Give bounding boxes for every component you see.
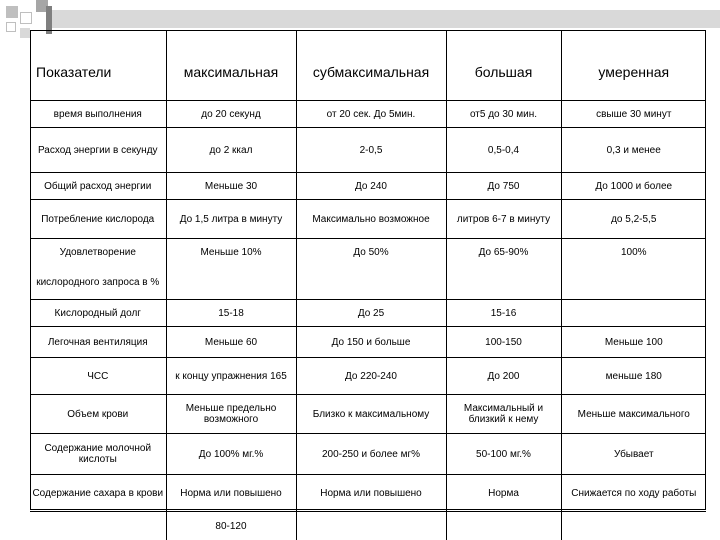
table-row [30, 434, 706, 475]
table-cell: от 20 сек. До 5мин. [296, 101, 446, 128]
table-row [30, 395, 706, 434]
table-cell [296, 265, 446, 300]
header-cell: умеренная [598, 63, 670, 80]
table-cell: До 25 [296, 300, 446, 327]
table-cell: Норма или повышено [296, 475, 446, 512]
table-row [30, 265, 706, 300]
table-cell: Максимально возможное [296, 200, 446, 239]
table-cell: Максимальный и близкий к нему [446, 395, 561, 434]
table-cell: 2-0,5 [296, 128, 446, 173]
table-cell: от5 до 30 мин. [446, 101, 561, 128]
table-row [30, 200, 706, 239]
table-cell: До 750 [446, 173, 561, 200]
table-cell: до 5,2-5,5 [561, 200, 706, 239]
table-cell: 100-150 [446, 327, 561, 358]
deco-square [20, 28, 30, 38]
table-row [30, 101, 706, 128]
table-cell: Общий расход энергии [30, 173, 166, 200]
table-cell: 0,5-0,4 [446, 128, 561, 173]
table-cell: Меньше максимального [561, 395, 706, 434]
table-cell: До 100% мг.% [166, 434, 296, 475]
table-cell: Меньше 30 [166, 173, 296, 200]
table-row [30, 173, 706, 200]
table-cell: Кислородный долг [30, 300, 166, 327]
table-cell: До 1000 и более [561, 173, 706, 200]
table-cell: Снижается по ходу работы [561, 475, 706, 512]
table-cell: Расход энергии в секунду [30, 128, 166, 173]
table-cell: до 2 ккал [166, 128, 296, 173]
table-cell: До 240 [296, 173, 446, 200]
data-table [30, 30, 706, 540]
table-body [30, 30, 706, 540]
table-cell: Меньше предельно возможного [166, 395, 296, 434]
table-cell: Меньше 100 [561, 327, 706, 358]
table-cell: время выполнения [30, 101, 166, 128]
table-cell: 100% [561, 239, 706, 266]
table-row [30, 239, 706, 266]
deco-square [6, 22, 16, 32]
table-cell: Меньше 60 [166, 327, 296, 358]
header-cell: Показатели [30, 30, 166, 101]
table-cell: Легочная вентиляция [30, 327, 166, 358]
table-cell [561, 512, 706, 540]
table-cell: 200-250 и более мг% [296, 434, 446, 475]
table-cell: литров 6-7 в минуту [446, 200, 561, 239]
table-cell: ЧСС [30, 358, 166, 395]
deco-square [20, 12, 32, 24]
table-cell: До 150 и больше [296, 327, 446, 358]
table-cell: 0,3 и менее [561, 128, 706, 173]
table-row [30, 358, 706, 395]
table-row [30, 512, 706, 540]
table-row [30, 128, 706, 173]
table-cell: Убывает [561, 434, 706, 475]
deco-bar [46, 10, 720, 28]
table-cell [166, 265, 296, 300]
table-cell [446, 512, 561, 540]
table-cell: Норма или повышено [166, 475, 296, 512]
table-cell: 50-100 мг.% [446, 434, 561, 475]
table-cell: Содержание сахара в крови [30, 475, 166, 512]
table-cell [561, 300, 706, 327]
table-cell [296, 512, 446, 540]
table-row [30, 475, 706, 512]
table-cell: До 65-90% [446, 239, 561, 266]
header-cell: максимальная [166, 30, 296, 101]
table-cell: Норма [446, 475, 561, 512]
table-cell: до 20 секунд [166, 101, 296, 128]
table-cell [561, 265, 706, 300]
table-cell: кислородного запроса в % [30, 265, 166, 300]
deco-square [6, 6, 18, 18]
table-cell: Содержание молочной кислоты [30, 434, 166, 475]
table-cell: 80-120 [166, 512, 296, 540]
table-cell: 15-16 [446, 300, 561, 327]
table-cell: До 220-240 [296, 358, 446, 395]
table-cell: До 200 [446, 358, 561, 395]
header-row [30, 30, 706, 101]
table-cell: свыше 30 минут [561, 101, 706, 128]
header-cell: большая [446, 30, 561, 101]
table-cell: Близко к максимальному [296, 395, 446, 434]
table-cell: Объем крови [30, 395, 166, 434]
table-cell [30, 512, 166, 540]
table-cell: меньше 180 [561, 358, 706, 395]
table-row [30, 327, 706, 358]
table-cell [446, 265, 561, 300]
table-cell: Потребление кислорода [30, 200, 166, 239]
table-cell: 15-18 [166, 300, 296, 327]
table-cell: До 1,5 литра в минуту [166, 200, 296, 239]
header-cell: субмаксимальная [296, 30, 446, 101]
table-cell: До 50% [296, 239, 446, 266]
table-cell: Удовлетворение [30, 239, 166, 266]
table-cell: к концу упражнения 165 [166, 358, 296, 395]
table-row [30, 300, 706, 327]
table-cell: Меньше 10% [166, 239, 296, 266]
